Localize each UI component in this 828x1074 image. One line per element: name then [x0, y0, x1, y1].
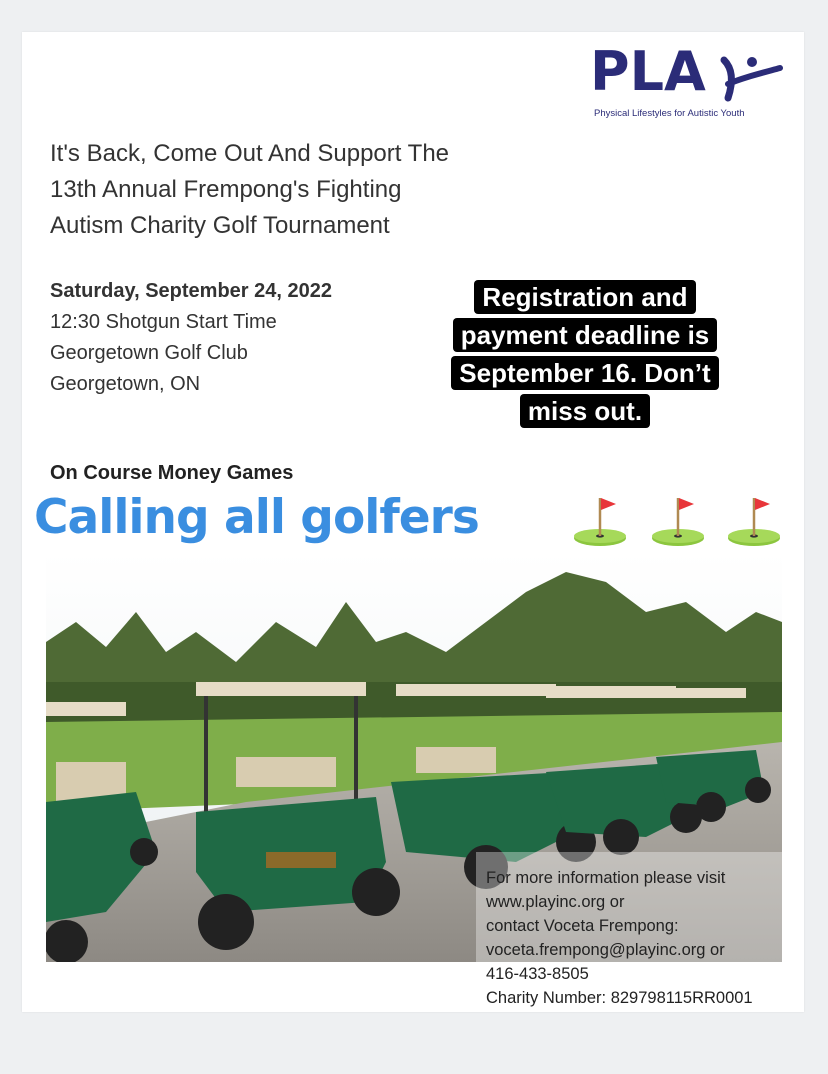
event-venue: Georgetown Golf Club: [50, 342, 248, 364]
deadline-line: miss out.: [520, 394, 650, 428]
deadline-line: Registration and: [474, 280, 695, 314]
deadline-line: September 16. Don’t: [451, 356, 718, 390]
email-link[interactable]: voceta.frempong@playinc.org or: [486, 941, 725, 959]
calling-all-golfers-heading: Calling all golfers: [34, 490, 479, 545]
event-start-time: 12:30 Shotgun Start Time: [50, 311, 277, 333]
golf-flag-icon: [648, 490, 708, 550]
website-link[interactable]: www.playinc.org or: [486, 893, 625, 911]
event-location: Georgetown, ON: [50, 373, 201, 395]
event-flyer: [22, 32, 804, 1012]
person-arms-raised-icon: [718, 54, 788, 104]
headline-line: Autism Charity Golf Tournament: [50, 212, 390, 239]
golf-flag-icon: [570, 490, 630, 550]
headline-line: 13th Annual Frempong's Fighting: [50, 176, 402, 203]
play-logo: [590, 40, 790, 124]
logo-wordmark: PLA: [590, 40, 706, 103]
phone-number: 416-433-8505: [486, 965, 589, 983]
money-games-label: On Course Money Games: [50, 462, 294, 484]
contact-line: contact Voceta Frempong:: [486, 917, 679, 935]
golf-flag-icon: [724, 490, 784, 550]
event-details: [50, 276, 332, 400]
contact-line: For more information please visit: [486, 869, 726, 887]
headline: [50, 136, 570, 244]
charity-number: Charity Number: 829798115RR0001: [486, 989, 753, 1007]
deadline-callout: [412, 278, 758, 430]
deadline-line: payment deadline is: [453, 318, 718, 352]
contact-info: [486, 866, 796, 1010]
headline-line: It's Back, Come Out And Support The: [50, 140, 450, 167]
event-date: Saturday, September 24, 2022: [50, 280, 332, 302]
logo-tagline: Physical Lifestyles for Autistic Youth: [594, 108, 745, 119]
